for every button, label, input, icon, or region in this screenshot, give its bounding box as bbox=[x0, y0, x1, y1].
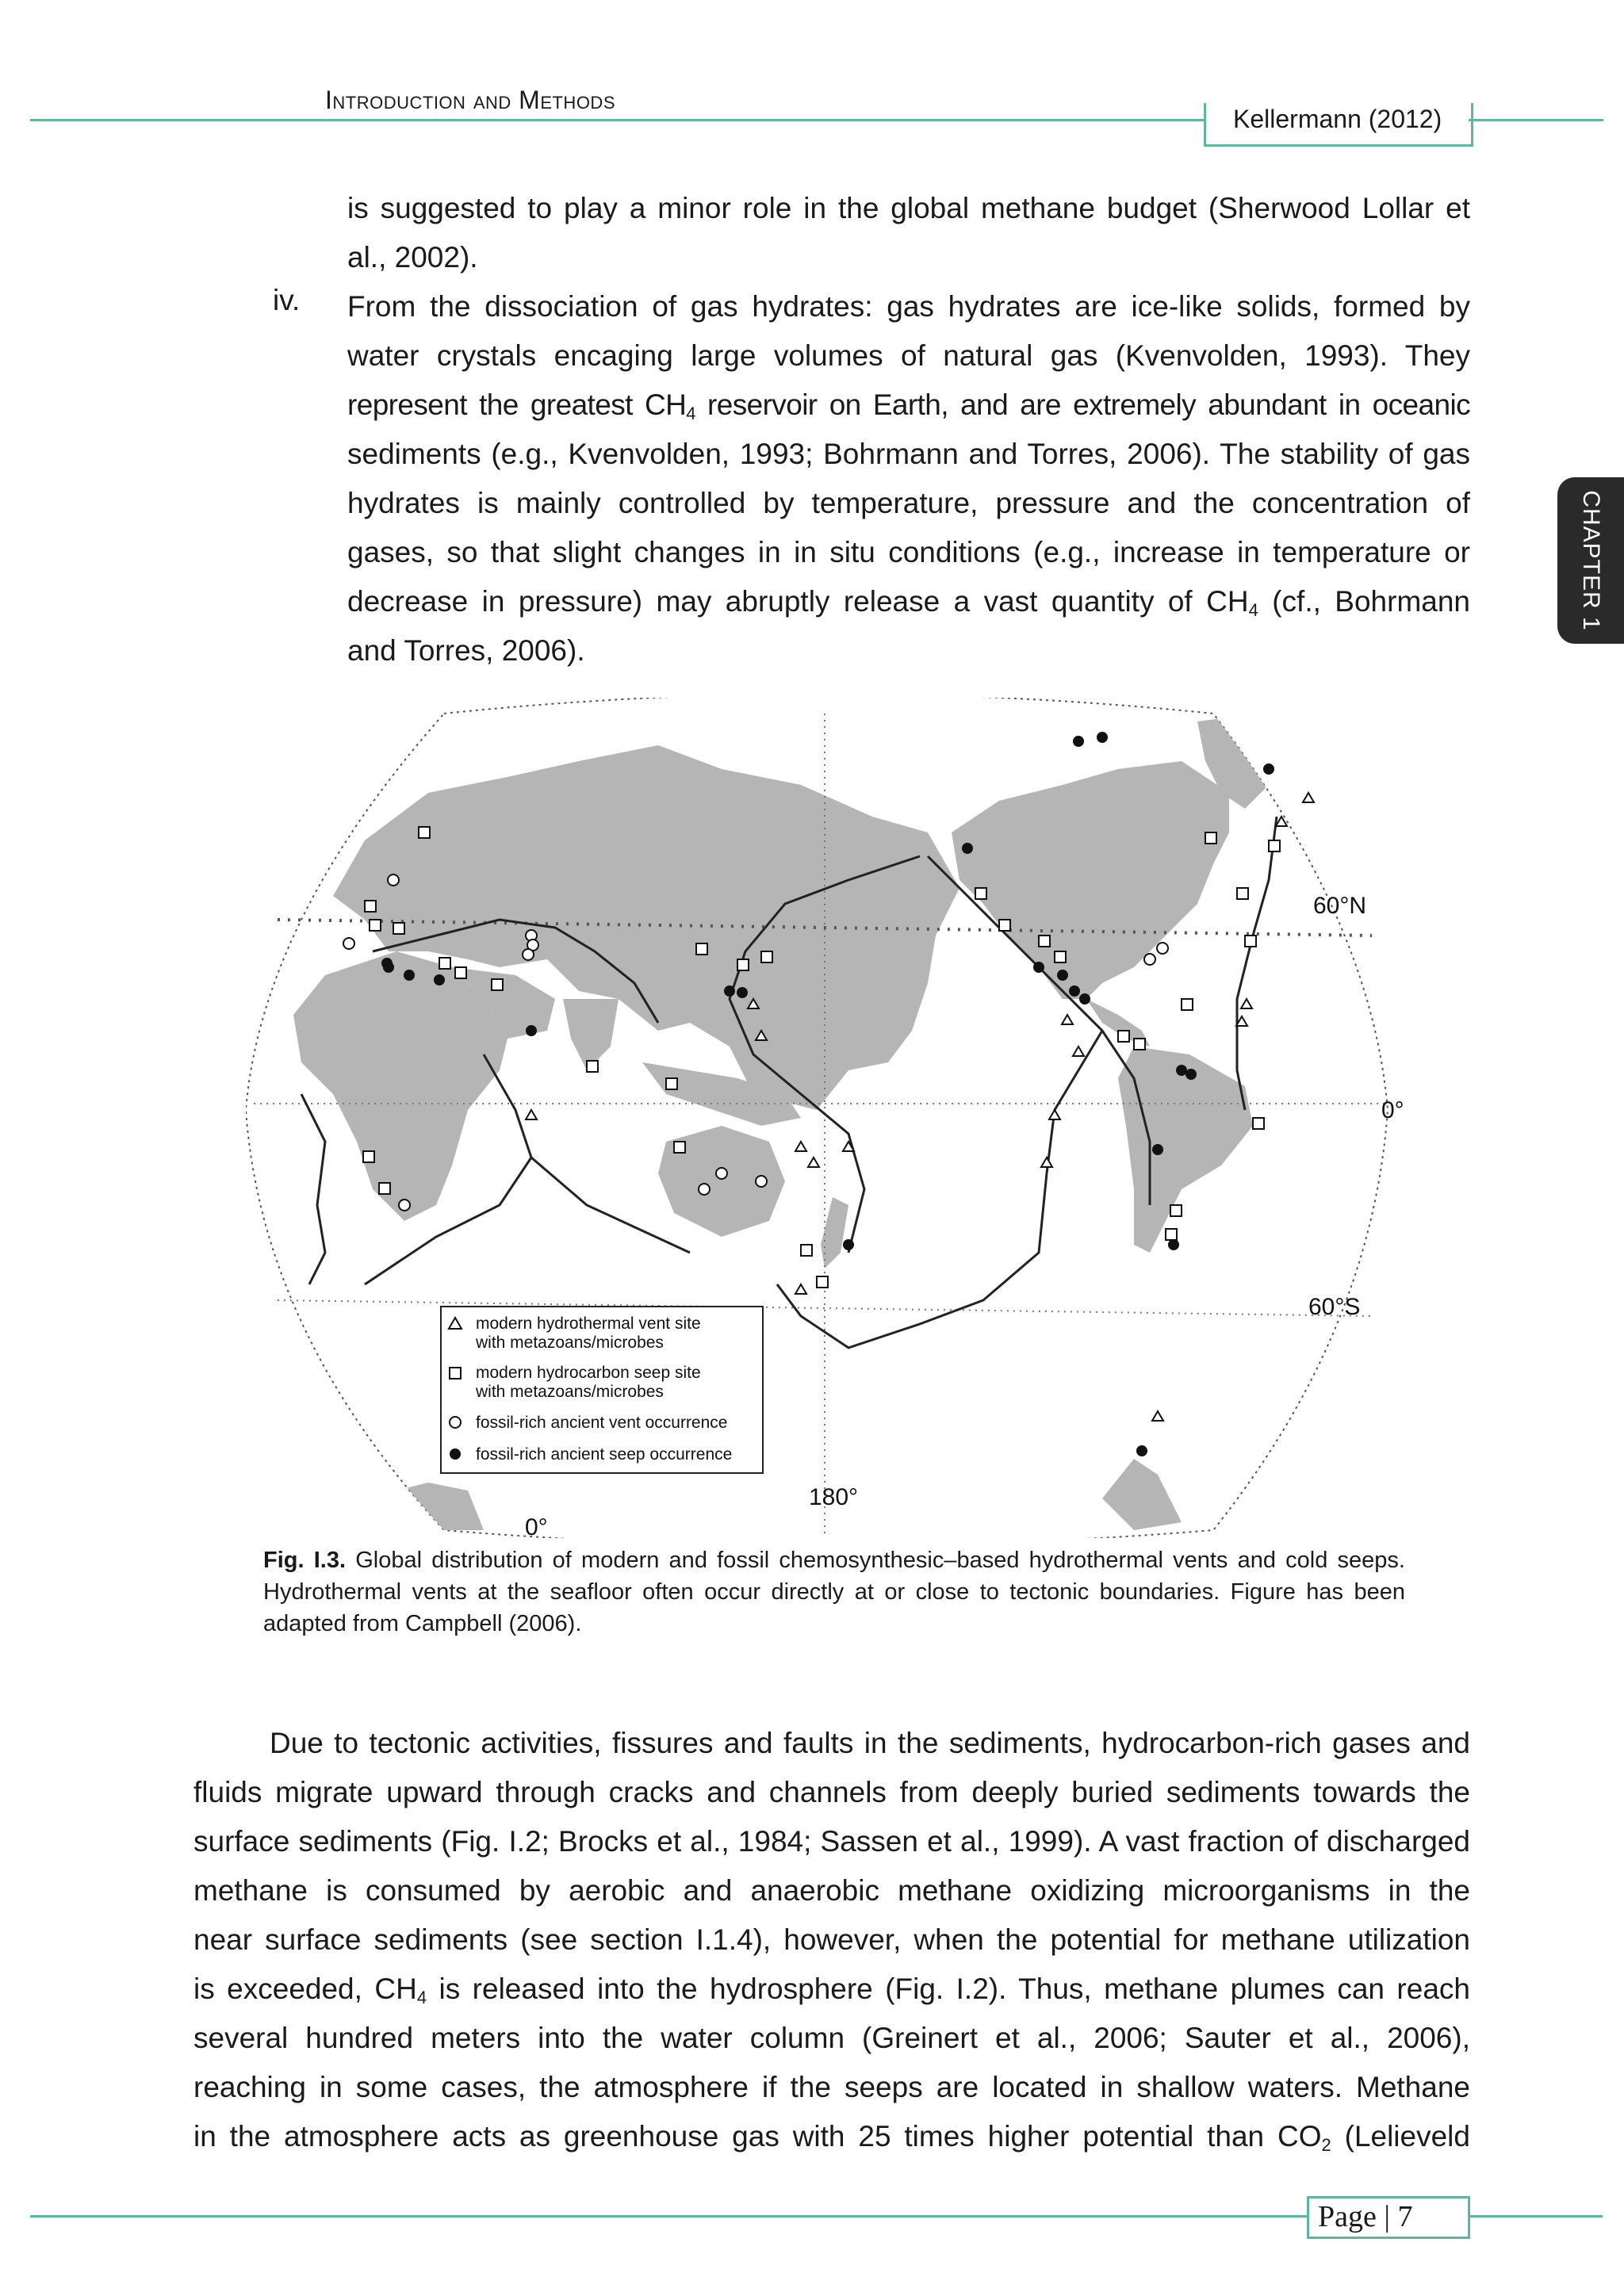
marker-seep bbox=[666, 1078, 677, 1089]
marker-ancient-seep bbox=[1079, 993, 1090, 1004]
lat-label-60n: 60°N bbox=[1313, 893, 1367, 919]
text-line: several hundred meters into the water column (Greinert et al., 2006; Sauter et al., 2006), bbox=[193, 2022, 1470, 2054]
list-item-iv bbox=[347, 282, 1470, 675]
text-fragment: decrease in pressure) may abruptly release a vast quantity of CH bbox=[347, 585, 1249, 618]
marker-ancient-seep bbox=[1097, 732, 1108, 743]
landmass-new-zealand bbox=[821, 1197, 848, 1269]
text-line: al., 2002). bbox=[347, 241, 478, 274]
text-fragment: in the atmosphere acts as greenhouse gas with 25 times higher potential than CO bbox=[193, 2120, 1322, 2152]
legend-filled-circle-icon bbox=[450, 1448, 461, 1460]
marker-ancient-seep bbox=[1263, 763, 1274, 775]
marker-ancient-vent bbox=[699, 1184, 710, 1195]
marker-vent bbox=[1152, 1411, 1163, 1421]
text-line: hydrates is mainly controlled by temperature, pressure and the concentration of bbox=[347, 487, 1470, 519]
marker-seep bbox=[737, 959, 749, 970]
world-map-svg bbox=[246, 698, 1404, 1538]
text-line: Due to tectonic activities, fissures and faults in the sediments, hydrocarbon-rich gases and bbox=[270, 1727, 1470, 1759]
marker-seep bbox=[674, 1142, 685, 1153]
text-fragment: is exceeded, CH bbox=[193, 1973, 417, 2005]
text-line: methane is consumed by aerobic and anaerobic methane oxidizing microorganisms in the bbox=[193, 1874, 1470, 1907]
legend-item-4-line1: fossil-rich ancient seep occurrence bbox=[476, 1445, 733, 1464]
marker-seep bbox=[1182, 999, 1193, 1010]
marker-ancient-vent bbox=[716, 1168, 727, 1179]
marker-seep bbox=[1118, 1031, 1129, 1042]
running-header-author: Kellermann (2012) bbox=[1233, 105, 1442, 133]
caption-label: Fig. I.3. bbox=[263, 1548, 347, 1573]
marker-ancient-vent bbox=[1144, 954, 1155, 965]
body-paragraph bbox=[193, 1719, 1470, 2161]
text-fragment: (Lelieveld bbox=[1331, 2120, 1470, 2152]
text-line: fluids migrate upward through cracks and channels from deeply buried sediments towards the bbox=[193, 1776, 1470, 1808]
marker-seep bbox=[439, 958, 450, 969]
map-legend bbox=[441, 1307, 763, 1473]
marker-ancient-seep bbox=[1069, 985, 1080, 997]
marker-seep bbox=[393, 923, 404, 934]
legend-square-icon bbox=[450, 1368, 461, 1379]
landmass-south-america bbox=[1118, 1047, 1253, 1253]
text-line: near surface sediments (see section I.1.4), however, when the potential for methane utilization bbox=[193, 1923, 1470, 1956]
text-line bbox=[193, 2112, 1470, 2161]
marker-seep bbox=[379, 1183, 390, 1194]
marker-ancient-seep bbox=[1176, 1065, 1187, 1076]
text-fragment: reservoir on Earth, and are extremely abundant in oceanic bbox=[695, 388, 1470, 421]
lat-label-60s: 60°S bbox=[1308, 1294, 1361, 1320]
footer-rule-left bbox=[30, 2215, 1307, 2218]
text-fragment: (cf., Bohrmann bbox=[1258, 585, 1470, 618]
header-rule-right bbox=[1469, 119, 1603, 121]
marker-seep bbox=[696, 943, 707, 955]
legend-item-2-line2: with metazoans/microbes bbox=[476, 1383, 664, 1401]
marker-vent bbox=[1241, 999, 1252, 1008]
marker-ancient-seep bbox=[843, 1239, 854, 1250]
marker-ancient-vent bbox=[388, 874, 399, 886]
marker-seep bbox=[975, 888, 986, 899]
ridge-southwest bbox=[301, 1094, 325, 1284]
marker-ancient-seep bbox=[1136, 1445, 1147, 1456]
marker-vent bbox=[1049, 1110, 1060, 1119]
marker-seep bbox=[1253, 1118, 1264, 1129]
marker-ancient-seep bbox=[404, 970, 415, 981]
text-line: surface sediments (Fig. I.2; Brocks et al., 1984; Sassen et al., 1999). A vast fraction of discharged bbox=[193, 1825, 1470, 1858]
marker-ancient-seep bbox=[962, 843, 973, 854]
subscript: 4 bbox=[416, 1988, 427, 2007]
marker-seep bbox=[1237, 888, 1248, 899]
text-line: From the dissociation of gas hydrates: gas hydrates are ice-like solids, formed by bbox=[347, 290, 1470, 323]
marker-ancient-seep bbox=[724, 985, 735, 997]
marker-vent bbox=[1073, 1047, 1084, 1056]
figure-caption bbox=[263, 1544, 1405, 1640]
marker-seep bbox=[363, 1151, 374, 1162]
marker-seep bbox=[1166, 1229, 1177, 1240]
marker-seep bbox=[999, 920, 1010, 931]
text-line bbox=[347, 381, 1470, 430]
running-header-section: Introduction and Methods bbox=[325, 86, 615, 114]
landmass-india bbox=[563, 999, 619, 1070]
landmass-antarctica bbox=[293, 1483, 484, 1530]
text-line bbox=[347, 577, 1470, 626]
text-line bbox=[193, 1965, 1470, 2014]
marker-ancient-vent bbox=[523, 949, 534, 960]
marker-seep bbox=[419, 827, 430, 838]
ridge-mid-atlantic bbox=[1237, 817, 1277, 1110]
footer-rule-right bbox=[1468, 2215, 1603, 2218]
landmass-north-america bbox=[952, 761, 1229, 999]
subscript: 4 bbox=[1248, 600, 1258, 620]
marker-seep bbox=[1205, 832, 1216, 844]
marker-seep bbox=[1170, 1205, 1182, 1216]
marker-seep bbox=[1269, 840, 1280, 851]
marker-seep bbox=[455, 967, 466, 978]
marker-ancient-vent bbox=[399, 1200, 410, 1211]
chapter-tab-label: CHAPTER 1 bbox=[1578, 490, 1604, 631]
text-line: water crystals encaging large volumes of natural gas (Kvenvolden, 1993). They bbox=[347, 339, 1470, 372]
marker-seep bbox=[365, 901, 376, 912]
caption-text: Global distribution of modern and fossil chemosynthesic–based hydrothermal vents and cold seeps. Hydrothermal vents at the seafloor often occur directly at or close to tectonic boundaries. Figure has been adapted from Campbell (2006). bbox=[263, 1548, 1405, 1636]
marker-ancient-seep bbox=[1152, 1144, 1163, 1155]
marker-seep bbox=[587, 1061, 598, 1072]
landmass-africa bbox=[293, 951, 508, 1221]
text-line: is suggested to play a minor role in the global methane budget (Sherwood Lollar et bbox=[347, 192, 1470, 224]
marker-ancient-seep bbox=[737, 987, 748, 998]
legend-item-1-line2: with metazoans/microbes bbox=[476, 1334, 664, 1352]
marker-ancient-seep bbox=[1057, 970, 1068, 981]
marker-seep bbox=[492, 979, 503, 990]
marker-seep bbox=[1134, 1039, 1145, 1050]
subscript: 2 bbox=[1321, 2135, 1331, 2155]
legend-open-circle-icon bbox=[450, 1417, 461, 1428]
landmass-antarctica-east bbox=[1102, 1459, 1182, 1530]
marker-vent bbox=[1062, 1015, 1073, 1024]
marker-seep bbox=[817, 1276, 828, 1288]
text-line: gases, so that slight changes in in situ conditions (e.g., increase in temperature or bbox=[347, 536, 1470, 568]
marker-ancient-seep bbox=[1073, 736, 1084, 747]
marker-vent bbox=[795, 1284, 806, 1294]
text-fragment: represent the greatest CH bbox=[347, 388, 687, 421]
legend-item-3-line1: fossil-rich ancient vent occurrence bbox=[476, 1414, 728, 1432]
text-line: reaching in some cases, the atmosphere if the seeps are located in shallow waters. Methane bbox=[193, 2071, 1470, 2103]
page-number: Page | 7 bbox=[1318, 2200, 1413, 2233]
marker-vent bbox=[1303, 793, 1314, 802]
header-rule-left bbox=[30, 119, 1205, 121]
text-fragment: is released into the hydrosphere (Fig. I.2). Thus, methane plumes can reach bbox=[427, 1973, 1470, 2005]
marker-ancient-vent bbox=[343, 938, 354, 949]
lon-label-180: 180° bbox=[809, 1484, 859, 1510]
marker-ancient-seep bbox=[383, 962, 394, 973]
top-paragraph bbox=[347, 184, 1470, 282]
marker-ancient-seep bbox=[1185, 1069, 1197, 1080]
marker-vent bbox=[526, 1110, 537, 1119]
list-item-number: iv. bbox=[273, 284, 301, 316]
marker-ancient-seep bbox=[1168, 1239, 1179, 1250]
lat-label-0: 0° bbox=[1381, 1097, 1404, 1123]
marker-seep bbox=[801, 1245, 812, 1256]
marker-seep bbox=[1245, 936, 1256, 947]
text-line: sediments (e.g., Kvenvolden, 1993; Bohrmann and Torres, 2006). The stability of gas bbox=[347, 438, 1470, 470]
marker-vent bbox=[795, 1142, 806, 1151]
marker-seep bbox=[1039, 936, 1050, 947]
text-line: and Torres, 2006). bbox=[347, 634, 585, 667]
marker-seep bbox=[761, 951, 772, 962]
marker-ancient-seep bbox=[1033, 962, 1044, 973]
marker-ancient-seep bbox=[434, 974, 445, 985]
marker-ancient-seep bbox=[526, 1025, 537, 1036]
marker-vent bbox=[808, 1158, 819, 1167]
legend-item-1-line1: modern hydrothermal vent site bbox=[476, 1314, 701, 1333]
marker-ancient-vent bbox=[1157, 943, 1168, 954]
marker-seep bbox=[370, 920, 381, 931]
world-map-figure bbox=[246, 698, 1404, 1542]
lon-label-0: 0° bbox=[525, 1514, 548, 1538]
marker-ancient-vent bbox=[756, 1176, 767, 1187]
chapter-tab[interactable] bbox=[1557, 477, 1624, 644]
marker-seep bbox=[1055, 951, 1066, 962]
subscript: 4 bbox=[686, 404, 695, 423]
marker-vent bbox=[1041, 1158, 1052, 1167]
legend-item-2-line1: modern hydrocarbon seep site bbox=[476, 1364, 701, 1382]
